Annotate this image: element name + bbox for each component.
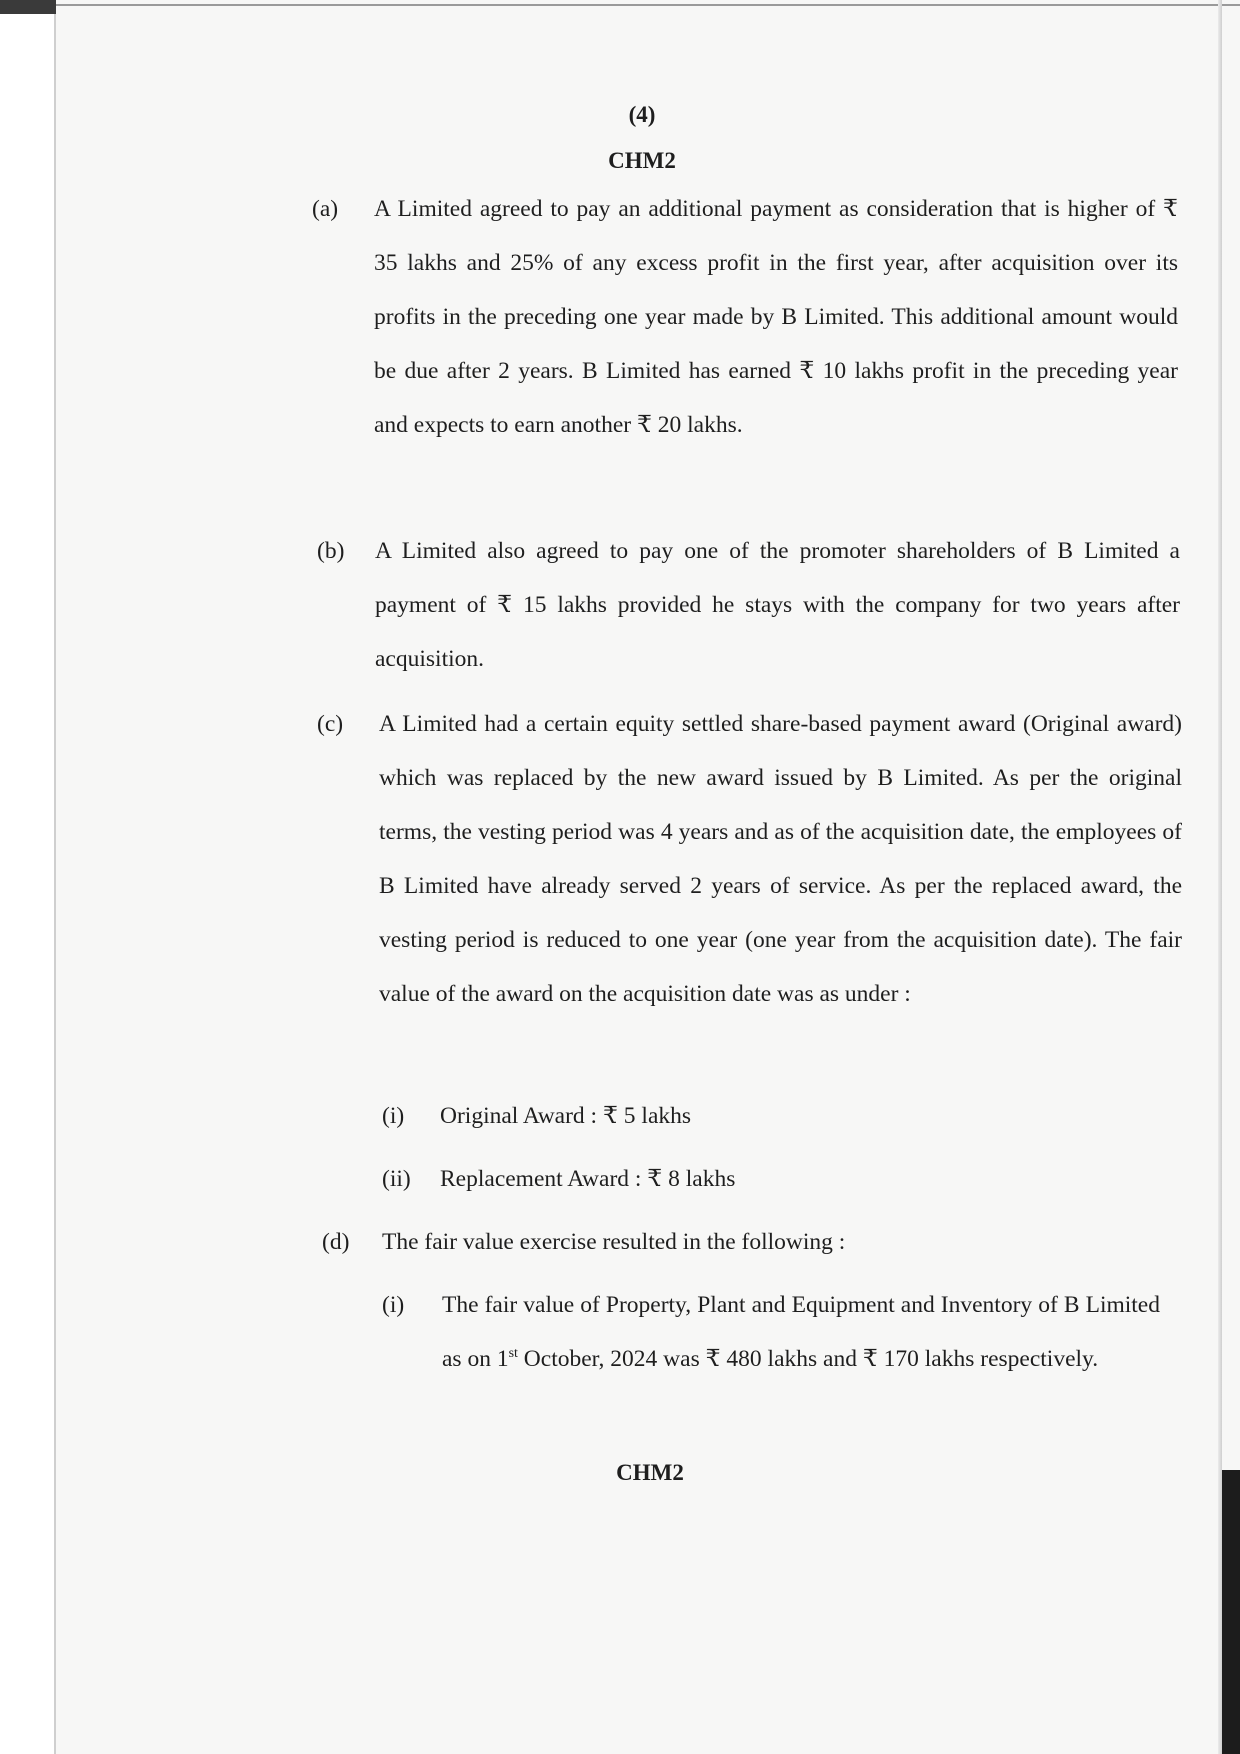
paper-code-bottom: CHM2 [616,1460,684,1485]
item-text: A Limited agreed to pay an additional payment as consideration that is higher of ₹ 35 lakhs and 25% of any excess profit in the first year, after acquisition over its profits in the preceding one year made by B Limited. This additional amount would be due after 2 years. B Limited has earned ₹ 10 lakhs profit in the preceding year and expects to earn another ₹ 20 lakhs. [374,196,1178,438]
scan-edge [54,0,56,1754]
sub-item-text: Original Award : ₹ 5 lakhs [440,1103,692,1129]
item-text: The fair value exercise resulted in the following : [382,1229,846,1255]
item-label: (d) [322,1229,350,1255]
sub-item-label: (i) [382,1103,405,1129]
sub-item-text-part: October, 2024 was ₹ 480 lakhs and ₹ 170 lakhs respectively. [517,1346,1099,1372]
page-number: (4) [628,102,656,127]
item-label: (c) [317,711,344,737]
sub-item-label: (ii) [382,1166,411,1192]
scan-artifact [0,0,56,14]
item-text: A Limited also agreed to pay one of the promoter shareholders of B Limited a payment of ₹ 15 lakhs provided he stays with the company for two years after acquisition. [375,538,1180,672]
item-text: A Limited had a certain equity settled share-based payment award (Original award) which was replaced by the new award issued by B Limited. As per the original terms, the vesting period was 4 years and as of the acquisition date, the employees of B Limited have already served 2 years of service. As per the replaced award, the vesting period is reduced to one year (one year from the acquisition date). The fair value of the award on the acquisition date was as under : [379,711,1182,1007]
paper-code-top: CHM2 [608,148,676,173]
sub-item-text-part: The fair value of Property, Plant and Equipment and Inventory of B Limited as on 1 [442,1292,1160,1372]
ordinal-suffix: st [508,1346,518,1361]
scan-artifact [1222,1470,1240,1754]
item-label: (a) [312,196,339,222]
scan-artifact [56,4,1240,6]
sub-item-text: Replacement Award : ₹ 8 lakhs [440,1166,736,1192]
item-label: (b) [317,538,345,564]
scan-margin [0,0,56,1754]
sub-item-text [442,1278,1160,1386]
sub-item-label: (i) [382,1292,405,1318]
